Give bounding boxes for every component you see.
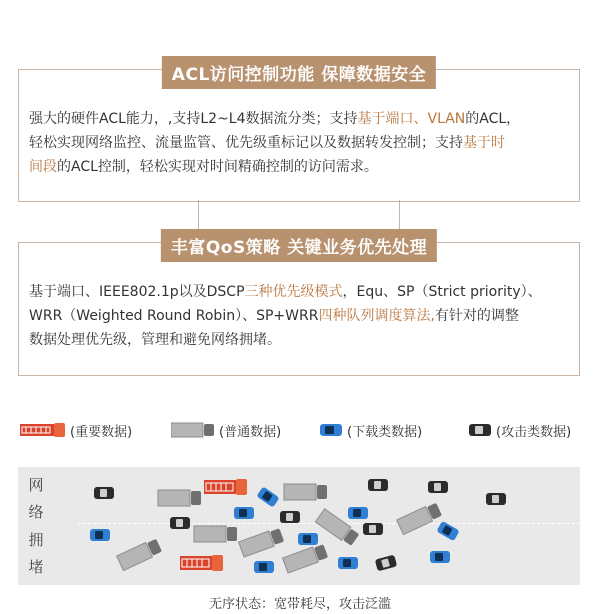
- black-car-icon: [280, 511, 300, 523]
- body-text: 轻松实现网络监控、流量监管、优先级重标记以及数据转发控制；支持: [29, 135, 463, 151]
- text-line: [29, 304, 567, 328]
- road-side-label: [18, 467, 54, 585]
- legend-download-label: (下载类数据): [347, 424, 423, 440]
- black-car-icon: [428, 481, 448, 493]
- truck-icon: [158, 489, 202, 507]
- road-label-char: 拥: [28, 530, 44, 549]
- acl-section-title: ACL访问控制功能 保障数据安全: [162, 56, 436, 89]
- body-text: ，Equ、SP（Strict priority）、: [342, 284, 542, 300]
- body-text: 强大的硬件ACL能力，,支持L2~L4数据流分类；支持: [29, 111, 358, 127]
- body-text: 数据处理优先级，管理和避免网络拥堵。: [29, 332, 281, 348]
- road-label-char: 网: [28, 475, 44, 494]
- truck-icon: [171, 421, 215, 439]
- qos-section-text: [29, 280, 567, 352]
- black-car-icon: [170, 517, 190, 529]
- blue-car-icon: [90, 529, 110, 541]
- black-car-icon: [375, 555, 397, 572]
- text-line: [29, 131, 567, 155]
- congested-road: [18, 467, 580, 585]
- text-line: [29, 328, 567, 352]
- text-line: [29, 280, 567, 304]
- legend-download: [319, 418, 422, 442]
- blue-car-icon: [338, 557, 358, 569]
- body-text: 的ACL，: [465, 111, 521, 127]
- fire-truck-icon: [204, 479, 248, 495]
- blue-car-icon: [234, 507, 254, 519]
- highlight-text: 四种队列调度算法,: [318, 308, 435, 324]
- fire-truck-icon: [180, 555, 224, 571]
- road-label-char: 络: [28, 503, 44, 522]
- text-line: [29, 155, 567, 179]
- legend-attack: [468, 418, 571, 442]
- qos-section: [18, 238, 580, 376]
- black-car-icon: [468, 421, 492, 439]
- fire-truck-icon: [20, 421, 66, 439]
- truck-icon: [282, 542, 330, 574]
- acl-section-text: [29, 107, 567, 179]
- blue-car-icon: [298, 533, 318, 545]
- body-text: 基于端口、IEEE802.1p以及DSCP: [29, 284, 245, 300]
- acl-section: [18, 65, 580, 202]
- body-text: 有针对的调整: [434, 308, 519, 324]
- road-caption: 无序状态：宽带耗尽，攻击泛滥: [208, 597, 391, 612]
- black-car-icon: [486, 493, 506, 505]
- truck-icon: [194, 525, 238, 543]
- black-car-icon: [368, 479, 388, 491]
- blue-car-icon: [430, 551, 450, 563]
- highlight-text: 三种优先级模式: [244, 284, 343, 300]
- highlight-text: 间段: [29, 159, 57, 175]
- legend-important: [20, 418, 132, 442]
- legend-important-label: (重要数据): [70, 424, 133, 440]
- text-line: [29, 107, 567, 131]
- blue-car-icon: [319, 421, 343, 439]
- legend-attack-label: (攻击类数据): [496, 424, 572, 440]
- legend-normal: [171, 418, 281, 442]
- legend-normal-label: (普通数据): [219, 424, 282, 440]
- blue-car-icon: [348, 507, 368, 519]
- blue-car-icon: [256, 486, 279, 507]
- black-car-icon: [94, 487, 114, 499]
- truck-icon: [116, 537, 163, 572]
- qos-section-title: 丰富QoS策略 关键业务优先处理: [161, 229, 437, 262]
- highlight-text: 基于时: [463, 135, 505, 151]
- highlight-text: 基于端口、VLAN: [357, 111, 466, 127]
- truck-icon: [238, 526, 286, 558]
- truck-icon: [284, 483, 328, 501]
- body-text: WRR（Weighted Round Robin）、SP+WRR: [29, 308, 319, 324]
- body-text: 的ACL控制，轻松实现对时间精确控制的访问需求。: [57, 159, 378, 175]
- black-car-icon: [363, 523, 383, 535]
- blue-car-icon: [254, 561, 274, 573]
- road-label-char: 堵: [28, 558, 44, 577]
